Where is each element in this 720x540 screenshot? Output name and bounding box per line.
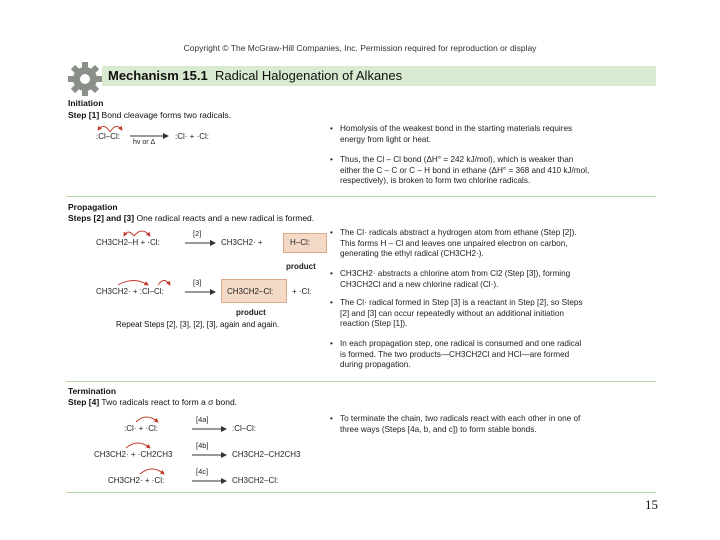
eq4c-product: CH3CH2–Cl: (232, 476, 279, 485)
eq4c-step-label: [4c] (196, 467, 209, 476)
eq4a-product: :Cl–Cl: (232, 424, 257, 433)
bullet-icon: • (330, 339, 333, 348)
bullet-icon: • (330, 414, 333, 423)
termination-step-label: Step [4] (68, 397, 100, 407)
bullet-line: This forms H – Cl and leaves one unpaired electron on carbon, (340, 238, 568, 248)
propagation-step-label: Steps [2] and [3] (68, 213, 135, 223)
initiation-step-text: Bond cleavage forms two radicals. (101, 110, 231, 120)
initiation-condition: hν or Δ (133, 139, 156, 146)
eq4b-step-label: [4b] (196, 441, 209, 450)
bullet-icon: • (330, 269, 333, 278)
curved-arrow (98, 126, 110, 132)
bullet-line: three ways (Steps [4a, b, and c]) to form stable bonds. (340, 424, 537, 434)
eq4c-reactant: CH3CH2· + ·Cl: (108, 476, 165, 485)
eq2-reactant: CH3CH2–H + ·Cl: (96, 238, 160, 247)
eq2-product-label: product (286, 262, 316, 271)
propagation-step-text: One radical reacts and a new radical is formed. (136, 213, 315, 223)
bullet-line: CH3CH2Cl and a new chlorine radical (Cl·). (340, 279, 499, 289)
termination-step-text: Two radicals react to form a σ bond. (101, 397, 238, 407)
eq3-boxed-product: CH3CH2–Cl: (227, 287, 274, 296)
bullet-icon: • (330, 228, 333, 237)
bullet-line: energy from light or heat. (340, 134, 432, 144)
curved-arrow (118, 281, 148, 286)
bullet-line: during propagation. (340, 360, 411, 370)
bullet-line: [2] and [3] can occur repeatedly without an additional initiation (340, 308, 564, 318)
eq4b-product: CH3CH2–CH2CH3 (232, 450, 301, 459)
copyright-notice: Copyright © The McGraw-Hill Companies, Inc. Permission required for reproduction or display (183, 43, 537, 53)
bullet-line: Homolysis of the weakest bond in the starting materials requires (340, 124, 573, 133)
curved-arrow (126, 443, 150, 448)
eq3-products: + ·Cl: (292, 287, 312, 296)
page-number: 15 (645, 497, 658, 512)
curved-arrow (134, 231, 150, 236)
bullet-line: The Cl· radical formed in Step [3] is a reactant in Step [2], so Steps (340, 298, 583, 307)
bullet-line: In each propagation step, one radical is consumed and one radical (340, 339, 582, 348)
eq3-step-label: [3] (193, 278, 202, 287)
eq2-products: CH3CH2· + (221, 238, 263, 247)
eq2-step-label: [2] (193, 229, 202, 238)
curved-arrow (136, 417, 158, 422)
propagation-heading: Propagation (68, 202, 118, 212)
mechanism-name: Radical Halogenation of Alkanes (214, 68, 403, 83)
eq3-reactant: CH3CH2· + :Cl–Cl: (96, 287, 164, 296)
bullet-line: The Cl· radicals abstract a hydrogen atom from ethane (Step [2]). (340, 228, 577, 237)
eq3-product-label: product (236, 308, 266, 317)
bullet-line: respectively), is broken to form two chlorine radicals. (340, 176, 531, 186)
bullet-icon: • (330, 124, 333, 133)
bullet-line: generating the ethyl radical (CH3CH2·). (340, 249, 484, 259)
curved-arrow (124, 232, 134, 236)
bullet-line: CH3CH2· abstracts a chlorine atom from Cl2 (Step [3]), forming (340, 269, 571, 278)
eq2-boxed-product: H–Cl: (290, 238, 311, 247)
initiation-heading: Initiation (68, 98, 104, 108)
initiation-products: :Cl· + ·Cl: (175, 132, 209, 141)
bullet-line: either the C – C or C – H bond in ethane (ΔH° = 368 and 410 kJ/mol, (340, 165, 590, 175)
eq4a-reactant: :Cl· + ·Cl: (124, 424, 158, 433)
repeat-note: Repeat Steps [2], [3], [2], [3], again and again. (116, 320, 280, 329)
bullet-line: is formed. The two products—CH3CH2Cl and HCl—are formed (340, 349, 570, 359)
curved-arrow (110, 126, 122, 132)
eq4a-step-label: [4a] (196, 415, 209, 424)
eq4b-reactant: CH3CH2· + ·CH2CH3 (94, 450, 173, 459)
initiation-reactant: :Cl–Cl: (96, 132, 121, 141)
bullet-line: To terminate the chain, two radicals react with each other in one of (340, 414, 581, 423)
curved-arrow (140, 469, 164, 474)
bullet-icon: • (330, 155, 333, 164)
bullet-line: reaction (Step [1]). (340, 319, 408, 329)
curved-arrow (158, 281, 170, 286)
mechanism-number: Mechanism 15.1 (108, 68, 208, 83)
initiation-step-label: Step [1] (68, 110, 100, 120)
bullet-line: Thus, the Cl – Cl bond (ΔH° = 242 kJ/mol), which is weaker than (340, 155, 574, 164)
bullet-icon: • (330, 298, 333, 307)
termination-heading: Termination (68, 386, 117, 396)
